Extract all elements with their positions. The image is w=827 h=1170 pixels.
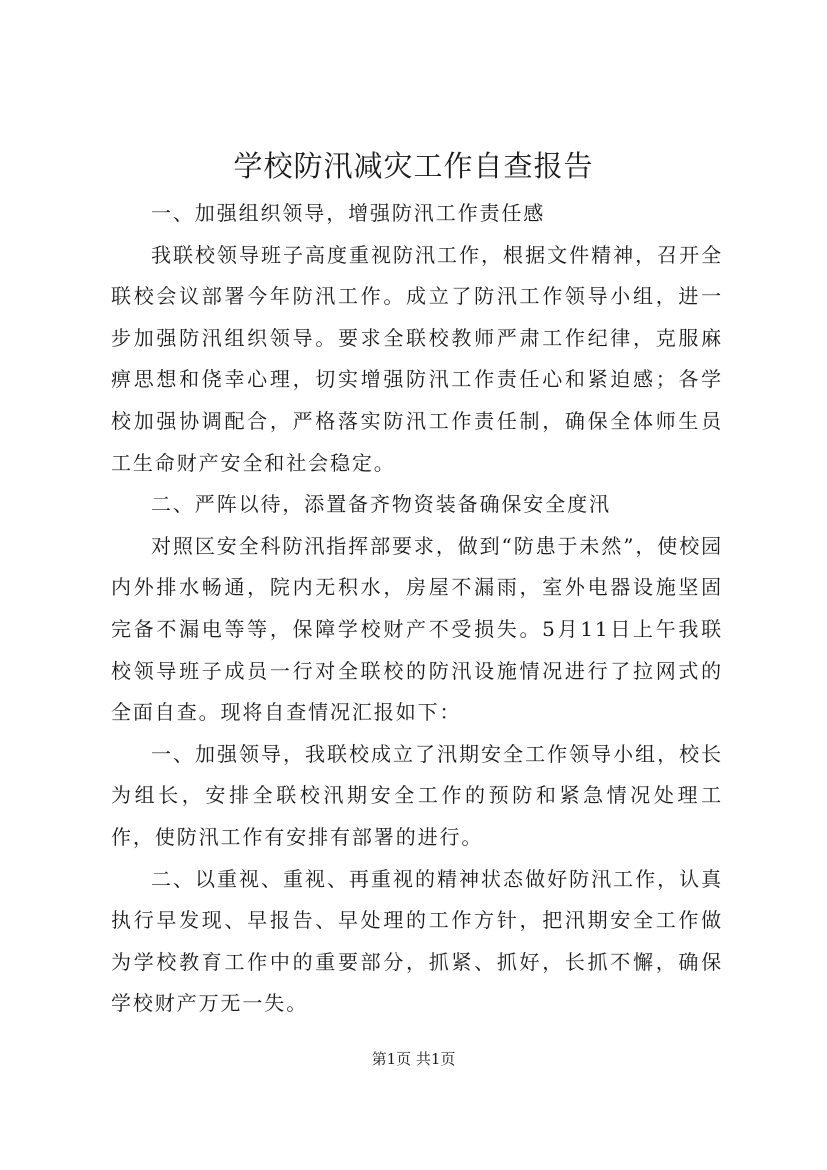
document-title: 学校防汛减灾工作自查报告 — [233, 149, 594, 183]
body-paragraph: 一、加强领导，我联校成立了汛期安全工作领导小组，校长为组长，安排全联校汛期安全工作的预防和紧急情况处理工作，使防汛工作有安排有部署的进行。 — [111, 741, 723, 849]
section-heading-2: 二、严阵以待，添置备齐物资装备确保安全度汛 — [151, 492, 611, 517]
document-body — [111, 193, 723, 1025]
page-number-footer: 第1页 共1页 — [371, 1050, 456, 1068]
body-paragraph: 二、以重视、重视、再重视的精神状态做好防汛工作，认真执行早发现、早报告、早处理的工作方针，把汛期安全工作做为学校教育工作中的重要部分，抓紧、抓好，长抓不懈，确保学校财产万无一失。 — [111, 866, 723, 1016]
body-paragraph: 对照区安全科防汛指挥部要求，做到“防患于未然”，使校园内外排水畅通，院内无积水，房屋不漏雨，室外电器设施坚固完备不漏电等等，保障学校财产不受损失。5月11日上午我联校领导班子成员一行对全联校的防汛设施情况进行了拉网式的全面自查。现将自查情况汇报如下： — [111, 533, 723, 725]
body-paragraph: 我联校领导班子高度重视防汛工作，根据文件精神，召开全联校会议部署今年防汛工作。成立了防汛工作领导小组，进一步加强防汛组织领导。要求全联校教师严肃工作纪律，克服麻痹思想和侥幸心理，切实增强防汛工作责任心和紧迫感；各学校加强协调配合，严格落实防汛工作责任制，确保全体师生员工生命财产安全和社会稳定。 — [111, 242, 723, 475]
section-heading-1: 一、加强组织领导，增强防汛工作责任感 — [151, 201, 546, 225]
